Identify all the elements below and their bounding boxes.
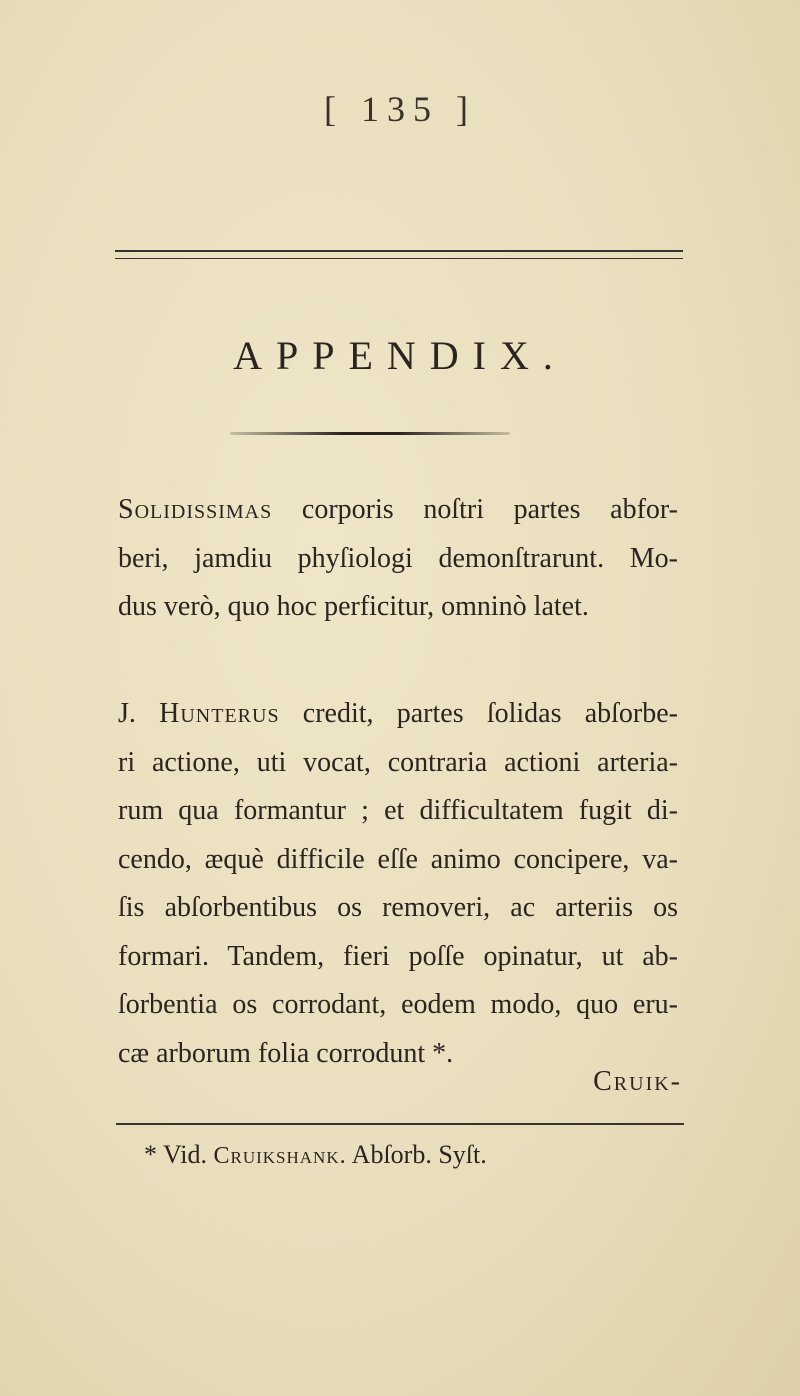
footnote-prefix: Vid.: [163, 1140, 214, 1169]
paragraph-2-line-6: formari. Tandem, fieri poſſe opinatur, ut ab-: [118, 940, 678, 972]
lead-initial: J.: [118, 698, 160, 729]
footnote-rule: [116, 1123, 684, 1125]
paragraph-2-line-1: [118, 690, 678, 739]
paragraph-2-line-7: ſorbentia os corrodant, eodem modo, quo eru-: [118, 989, 678, 1020]
header-double-rule: [115, 250, 683, 259]
catchword: Cruik-: [593, 1066, 682, 1097]
line-text: credit, partes ſolidas abſorbe-: [279, 698, 678, 729]
paragraph-1-line-3: dus verò, quo hoc perficitur, omninò latet.: [118, 591, 589, 622]
paragraph-2-line-4: cendo, æquè difficile eſſe animo concipere, va-: [118, 843, 678, 875]
paragraph-2: [118, 690, 678, 1078]
appendix-heading: APPENDIX.: [233, 333, 567, 378]
lead-word: Solidissimas: [118, 494, 273, 525]
lead-word: Hunterus: [159, 698, 280, 729]
paragraph-2-line-2: ri actione, uti vocat, contraria actioni arteria-: [118, 746, 678, 778]
paragraph-2-line-3: rum qua formantur ; et difficultatem fugit di-: [118, 795, 678, 826]
paragraph-2-line-5: ſis abſorbentibus os removeri, ac arteriis os: [118, 892, 678, 923]
paragraph-1-line-2: beri, jamdiu phyſiologi demonſtrarunt. Mo-: [118, 542, 678, 574]
line-text: corporis noſtri partes abfor-: [272, 494, 678, 525]
footnote: [144, 1140, 487, 1170]
footnote-mark: *: [144, 1140, 164, 1169]
ornamental-rule: [230, 432, 510, 435]
paragraph-1: [118, 486, 678, 632]
page-number: [ 135 ]: [324, 89, 476, 129]
footnote-rest: Abſorb. Syſt.: [346, 1140, 487, 1169]
footnote-author: Cruikshank.: [213, 1143, 347, 1169]
paragraph-2-line-8: cæ arborum folia corrodunt *.: [118, 1037, 454, 1069]
paragraph-1-line-1: [118, 486, 678, 535]
